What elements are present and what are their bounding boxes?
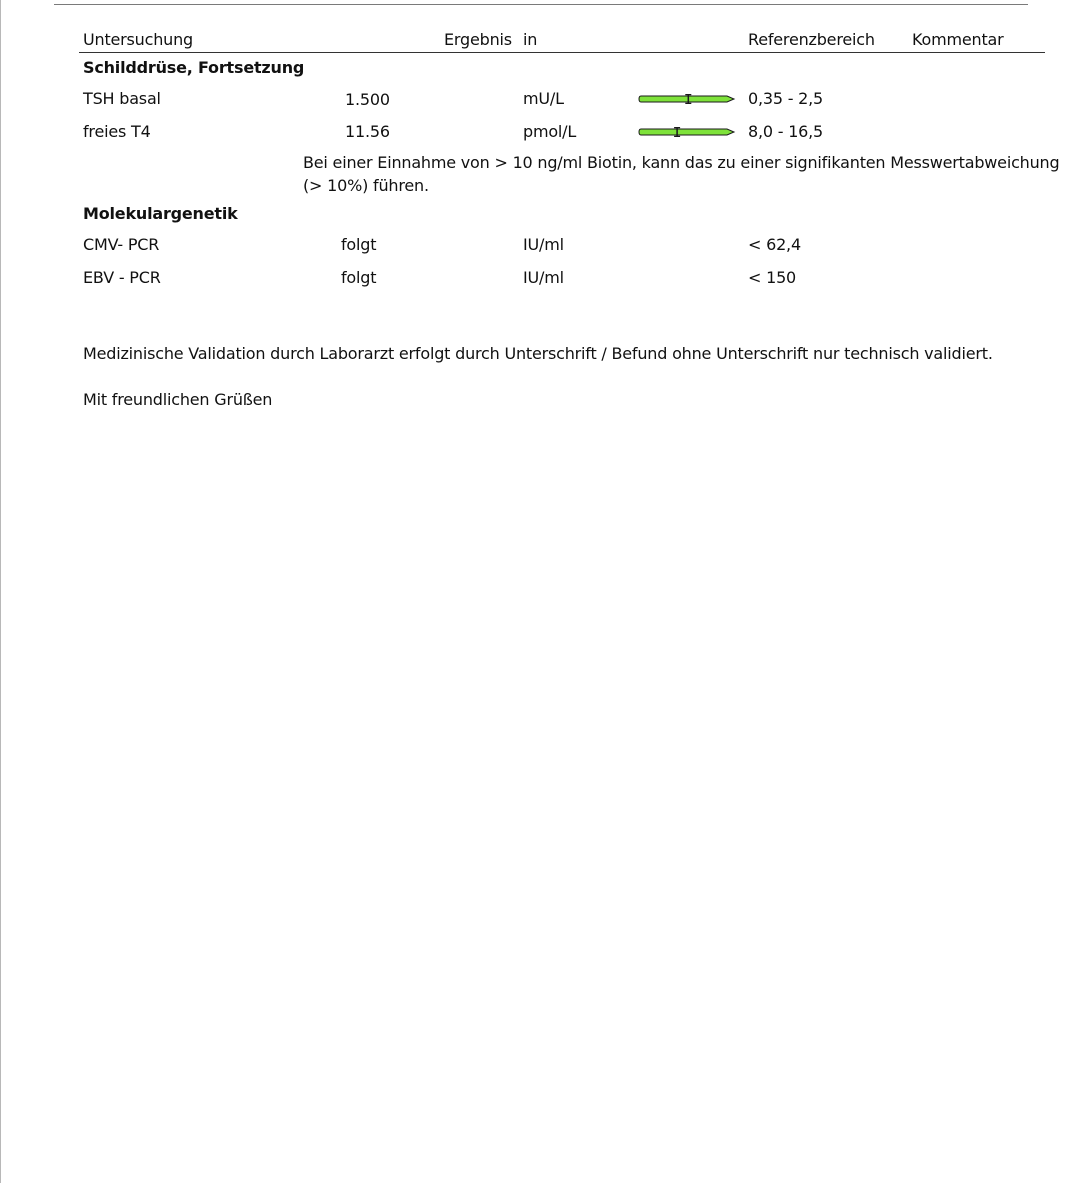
top-divider	[54, 4, 1028, 5]
section-title-schilddruese: Schilddrüse, Fortsetzung	[83, 58, 305, 77]
reference-cmv-pcr: < 62,4	[748, 235, 801, 254]
result-ebv-pcr: folgt	[341, 268, 377, 287]
result-ft4: 11.56	[345, 122, 390, 141]
test-name-ft4: freies T4	[83, 122, 151, 141]
unit-ft4: pmol/L	[523, 122, 577, 141]
page-left-border	[0, 0, 1, 1183]
reference-range-bar-ft4	[638, 127, 736, 137]
reference-ft4: 8,0 - 16,5	[748, 122, 824, 141]
header-untersuchung: Untersuchung	[83, 30, 193, 49]
header-ergebnis: Ergebnis	[444, 30, 512, 49]
range-bar-fill	[639, 129, 734, 135]
section-title-molekulargenetik: Molekulargenetik	[83, 204, 238, 223]
test-name-tsh: TSH basal	[83, 89, 161, 108]
test-name-cmv-pcr: CMV- PCR	[83, 235, 160, 254]
header-referenzbereich: Referenzbereich	[748, 30, 875, 49]
closing-greeting: Mit freundlichen Grüßen	[83, 390, 273, 409]
validation-text: Medizinische Validation durch Laborarzt erfolgt durch Unterschrift / Befund ohne Unterschrift nur technisch validiert.	[83, 344, 993, 363]
result-tsh: 1.500	[345, 90, 390, 109]
reference-range-bar-tsh	[638, 94, 736, 104]
biotin-note: Bei einer Einnahme von > 10 ng/ml Biotin, kann das zu einer signifikanten Messwertabweichung (> 10%) führen.	[303, 153, 1060, 195]
range-bar-fill	[639, 96, 734, 102]
unit-ebv-pcr: IU/ml	[523, 268, 564, 287]
reference-tsh: 0,35 - 2,5	[748, 89, 824, 108]
unit-cmv-pcr: IU/ml	[523, 235, 564, 254]
header-kommentar: Kommentar	[912, 30, 1004, 49]
reference-ebv-pcr: < 150	[748, 268, 797, 287]
result-cmv-pcr: folgt	[341, 235, 377, 254]
header-einheit: in	[523, 30, 538, 49]
test-name-ebv-pcr: EBV - PCR	[83, 268, 161, 287]
header-divider	[79, 52, 1045, 53]
unit-tsh: mU/L	[523, 89, 564, 108]
